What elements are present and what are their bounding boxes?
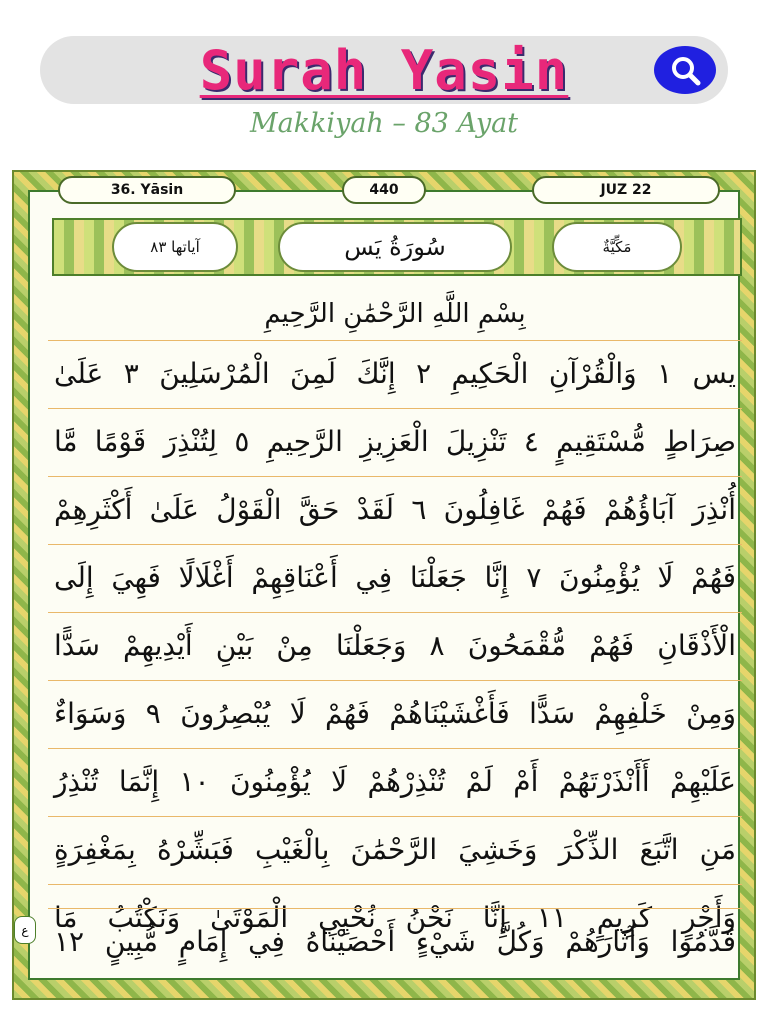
revelation-type-label: مَكِّيَّةٌ xyxy=(552,222,682,272)
search-button[interactable] xyxy=(654,46,716,94)
verse-line: قَدَّمُوا وَآثَارَهُمْ وَكُلَّ شَيْءٍ أَحْصَيْنَاهُ فِي إِمَامٍ مُّبِينٍ ١٢ xyxy=(48,908,742,980)
verse-line: صِرَاطٍ مُّسْتَقِيمٍ ٤ تَنْزِيلَ الْعَزِيزِ الرَّحِيمِ ٥ لِتُنْذِرَ قَوْمًا مَّا xyxy=(48,408,742,476)
verse-line: أُنْذِرَ آبَاؤُهُمْ فَهُمْ غَافِلُونَ ٦ لَقَدْ حَقَّ الْقَوْلُ عَلَىٰ أَكْثَرِهِمْ xyxy=(48,476,742,544)
page-number: 440 xyxy=(342,176,426,204)
verse-line: وَمِنْ خَلْفِهِمْ سَدًّا فَأَغْشَيْنَاهُمْ فَهُمْ لَا يُبْصِرُونَ ٩ وَسَوَاءٌ xyxy=(48,680,742,748)
page-surah-label: 36. Yāsin xyxy=(58,176,236,204)
verse-line: عَلَيْهِمْ أَأَنْذَرْتَهُمْ أَمْ لَمْ تُنْذِرْهُمْ لَا يُؤْمِنُونَ ١٠ إِنَّمَا تُنْذِرُ xyxy=(48,748,742,816)
verse-line: يس ١ وَالْقُرْآنِ الْحَكِيمِ ٢ إِنَّكَ لَمِنَ الْمُرْسَلِينَ ٣ عَلَىٰ xyxy=(48,340,742,408)
ruku-marker: ع xyxy=(14,916,36,944)
verse-line: الْأَذْقَانِ فَهُمْ مُّقْمَحُونَ ٨ وَجَعَلْنَا مِنْ بَيْنِ أَيْدِيهِمْ سَدًّا xyxy=(48,612,742,680)
search-icon xyxy=(668,53,702,87)
bismillah: بِسْمِ اللَّهِ الرَّحْمَٰنِ الرَّحِيمِ xyxy=(264,299,526,329)
surah-name-arabic: سُورَةُ يَس xyxy=(278,222,512,272)
app-title: Surah Yasin xyxy=(199,38,569,102)
verse-line: مَنِ اتَّبَعَ الذِّكْرَ وَخَشِيَ الرَّحْمَٰنَ بِالْغَيْبِ فَبَشِّرْهُ بِمَغْفِرَةٍ xyxy=(48,816,742,884)
ayat-count-label: آياتها ٨٣ xyxy=(112,222,238,272)
surah-subtitle: Makkiyah – 83 Ayat xyxy=(249,108,519,139)
page-juz-label: JUZ 22 xyxy=(532,176,720,204)
verse-line: وَأَجْرٍ كَرِيمٍ ١١ إِنَّا نَحْنُ نُحْيِي الْمَوْتَىٰ وَنَكْتُبُ مَا xyxy=(48,884,742,952)
verse-line: فَهُمْ لَا يُؤْمِنُونَ ٧ إِنَّا جَعَلْنَا فِي أَعْنَاقِهِمْ أَغْلَالًا فَهِيَ إِلَى xyxy=(48,544,742,612)
